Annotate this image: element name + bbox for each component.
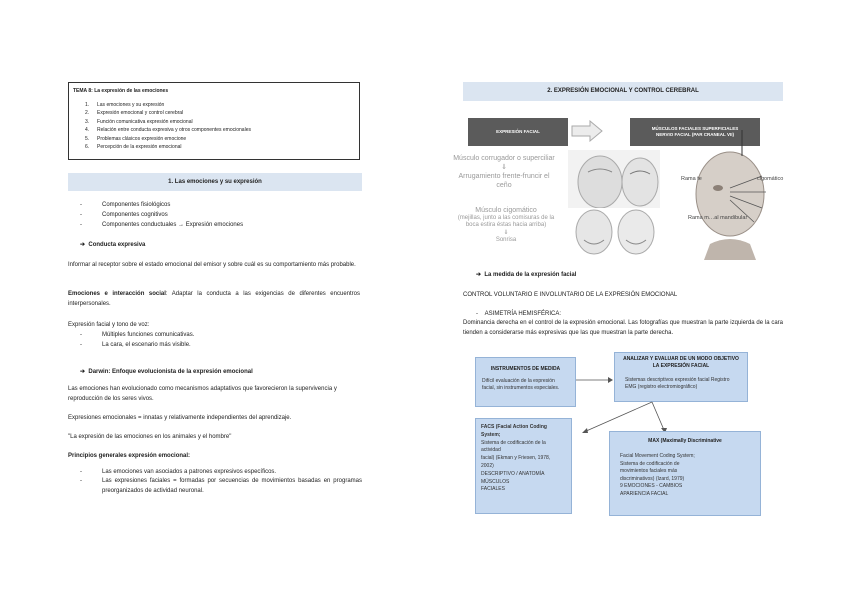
facs-line: actividad	[481, 447, 501, 454]
max-content	[620, 453, 752, 499]
facial-intro: Expresión facial y tono de voz:	[68, 322, 150, 328]
analizar-box	[614, 352, 748, 402]
cigomatico-line: ⇓	[503, 229, 509, 236]
corrugador-line: Arrugamiento frente-fruncir el	[458, 173, 550, 180]
cigomatico-text	[446, 207, 566, 245]
max-line: 9 EMOCIONES - CAMBIOS	[620, 483, 683, 490]
facs-line: MÚSCULOS	[481, 478, 510, 485]
corrugador-text	[442, 154, 566, 190]
conducta-heading-text: Conducta expresiva	[88, 242, 146, 248]
arrow-right-icon: ➔	[476, 272, 482, 278]
toc-list	[85, 101, 251, 151]
musculos-faciales-line2: NERVIO FACIAL (PAR CRANEAL VII)	[656, 132, 734, 137]
toc-item-label: Función comunicativa expresión emocional	[97, 118, 193, 125]
toc-item	[85, 126, 251, 134]
interaccion-label: Emociones e interacción social	[68, 291, 166, 297]
instrumentos-text: Difícil evaluación de la expresión facial, sin instrumentos especiales.	[482, 378, 560, 391]
label-mandibular: Rama m…al mandibular	[688, 215, 748, 221]
toc-item-number: 2.	[85, 110, 90, 117]
facs-line: Sistema de codificación de la	[481, 439, 546, 446]
corrugador-line: Músculo corrugador o superciliar	[453, 155, 555, 162]
list-item: - Las emociones van asociados a patrones expresivos específicos.	[80, 467, 362, 477]
principios-list	[80, 467, 362, 496]
musculos-faciales-line1: MÚSCULOS FACIALES SUPERFICIALES	[651, 126, 739, 131]
max-title: MAX (Maximally Discriminative	[648, 438, 722, 444]
face-frown-illustration	[568, 150, 660, 208]
interaccion-text: : Adaptar la conducta a las exigencias de diferentes encuentros interpersonales.	[68, 291, 360, 307]
conducta-heading	[80, 241, 145, 249]
components-list	[80, 200, 360, 230]
darwin-paragraph-1: Las emociones han evolucionado como mecanismos adaptativos que favorecieron la supervivencia y reproducción de los seres vivos.	[68, 386, 337, 402]
toc-box	[68, 82, 360, 160]
analizar-title: ANALIZAR Y EVALUAR DE UN MODO OBJETIVO LA EXPRESIÓN FACIAL	[623, 356, 739, 369]
informar-paragraph: Informar al receptor sobre el estado emocional del emisor y sobre cuál es su comportamiento más probable.	[68, 262, 356, 268]
darwin-quote: "La expresión de las emociones en los animales y el hombre"	[68, 434, 232, 440]
toc-item	[85, 109, 251, 117]
facs-box	[475, 418, 572, 514]
toc-item-number: 6.	[85, 144, 90, 151]
cigomatico-line: Sonrisa	[495, 237, 517, 243]
toc-item-number: 1.	[85, 102, 90, 108]
toc-item	[85, 101, 251, 109]
facial-muscles-diagram	[440, 110, 810, 260]
corrugador-line: ⇓	[501, 164, 507, 171]
list-item: - Componentes fisiológicos	[80, 200, 360, 210]
control-text: CONTROL VOLUNTARIO E INVOLUNTARIO DE LA EXPRESIÓN EMOCIONAL	[463, 292, 678, 298]
face-smile-illustration	[570, 208, 660, 256]
facs-line: facial) (Ekman y Friesen, 1978,	[481, 455, 551, 462]
cigomatico-line: (mejillas, junto a las comisuras de la	[457, 214, 555, 221]
list-item: - Componentes conductuales → Expresión emociones	[80, 220, 360, 230]
max-line: Sistema de codificación de	[620, 460, 680, 467]
toc-item-label: Percepción de la expresión emocional	[97, 144, 182, 151]
darwin-paragraph-2: Expresiones emocionales = innatas y relativamente independientes del aprendizaje.	[68, 415, 292, 421]
asimetria-label-text: ASIMETRÍA HEMISFÉRICA:	[484, 311, 562, 317]
list-item: - La cara, el escenario más visible.	[80, 340, 350, 350]
arrow-right-icon: ➔	[80, 369, 86, 375]
max-line: movimientos faciales más	[620, 468, 678, 475]
facs-line: 2002)	[481, 462, 494, 469]
toc-item-label: Relación entre conducta expresiva y otros componentes emocionales	[97, 127, 251, 134]
toc-item	[85, 118, 251, 126]
toc-item-label: Las emociones y su expresión	[97, 102, 165, 108]
interaccion-paragraph	[68, 290, 360, 309]
corrugador-line: ceño	[496, 182, 512, 189]
instrumentos-box	[475, 357, 576, 407]
list-item: - Componentes cognitivos	[80, 210, 360, 220]
darwin-heading	[80, 368, 253, 376]
darwin-heading-text: Darwin: Enfoque evolucionista de la expresión emocional	[88, 369, 253, 375]
flow-arrow-right	[576, 375, 614, 385]
facs-line: DESCRIPTIVO / ANATOMÍA	[481, 470, 545, 477]
facial-list	[80, 330, 350, 350]
facial-nerve-head-illustration	[670, 148, 778, 260]
expresion-facial-box: EXPRESIÓN FACIAL	[468, 118, 568, 146]
analizar-text: Sistemas descriptivos expresión facial Registro EMG (registro electromiográfico)	[625, 377, 730, 390]
instrumentos-title: INSTRUMENTOS DE MEDIDA	[490, 366, 561, 372]
asimetria-paragraph: Dominancia derecha en el control de la expresión emocional. Las fotografías que muestran la parte izquierda de la cara tienden a considerarse más expresivas que las que muestran la parte derecha.	[463, 320, 783, 336]
max-line: APARIENCIA FACIAL	[620, 490, 669, 497]
label-cigomatico: cigomático	[757, 176, 784, 182]
medida-heading	[476, 271, 576, 279]
max-line: Facial Movement Coding System;	[620, 453, 695, 459]
toc-item	[85, 135, 251, 143]
max-line: discriminativos) (Izard, 1979)	[620, 475, 685, 482]
label-rama-te: Rama te	[681, 176, 702, 182]
toc-item-number: 5.	[85, 135, 90, 142]
toc-item-label: Problemas clásicos expresión emocione	[97, 135, 187, 142]
principios-heading: Principios generales expresión emocional:	[68, 453, 191, 459]
arrow-right-icon	[570, 120, 604, 142]
toc-item	[85, 143, 251, 151]
max-box	[609, 431, 761, 516]
asimetria-label	[476, 310, 561, 318]
list-item: - Múltiples funciones comunicativas.	[80, 330, 350, 340]
list-item: - Las expresiones faciales = formadas por secuencias de movimientos basadas en programas preorganizados de actividad neuronal.	[80, 477, 362, 496]
cigomatico-line: Músculo cigomático	[475, 207, 537, 214]
facs-content	[481, 424, 567, 494]
facs-line: FACIALES	[481, 486, 505, 493]
dash: -	[476, 311, 485, 317]
facs-title: FACS (Facial Action Coding System;	[481, 424, 547, 438]
toc-item-number: 3.	[85, 118, 90, 125]
medida-heading-text: La medida de la expresión facial	[484, 272, 577, 278]
toc-item-number: 4.	[85, 127, 90, 134]
arrow-right-icon: ➔	[80, 242, 86, 248]
section-title-1: 1. Las emociones y su expresión	[68, 173, 362, 191]
toc-item-label: Expresión emocional y control cerebral	[97, 110, 184, 117]
cigomatico-line: boca estira éstas hacia arriba)	[465, 222, 547, 228]
toc-title: TEMA 8: La expresión de las emociones	[73, 88, 169, 94]
section-title-2: 2. EXPRESIÓN EMOCIONAL Y CONTROL CEREBRAL	[463, 82, 783, 101]
connector-line	[740, 130, 754, 156]
